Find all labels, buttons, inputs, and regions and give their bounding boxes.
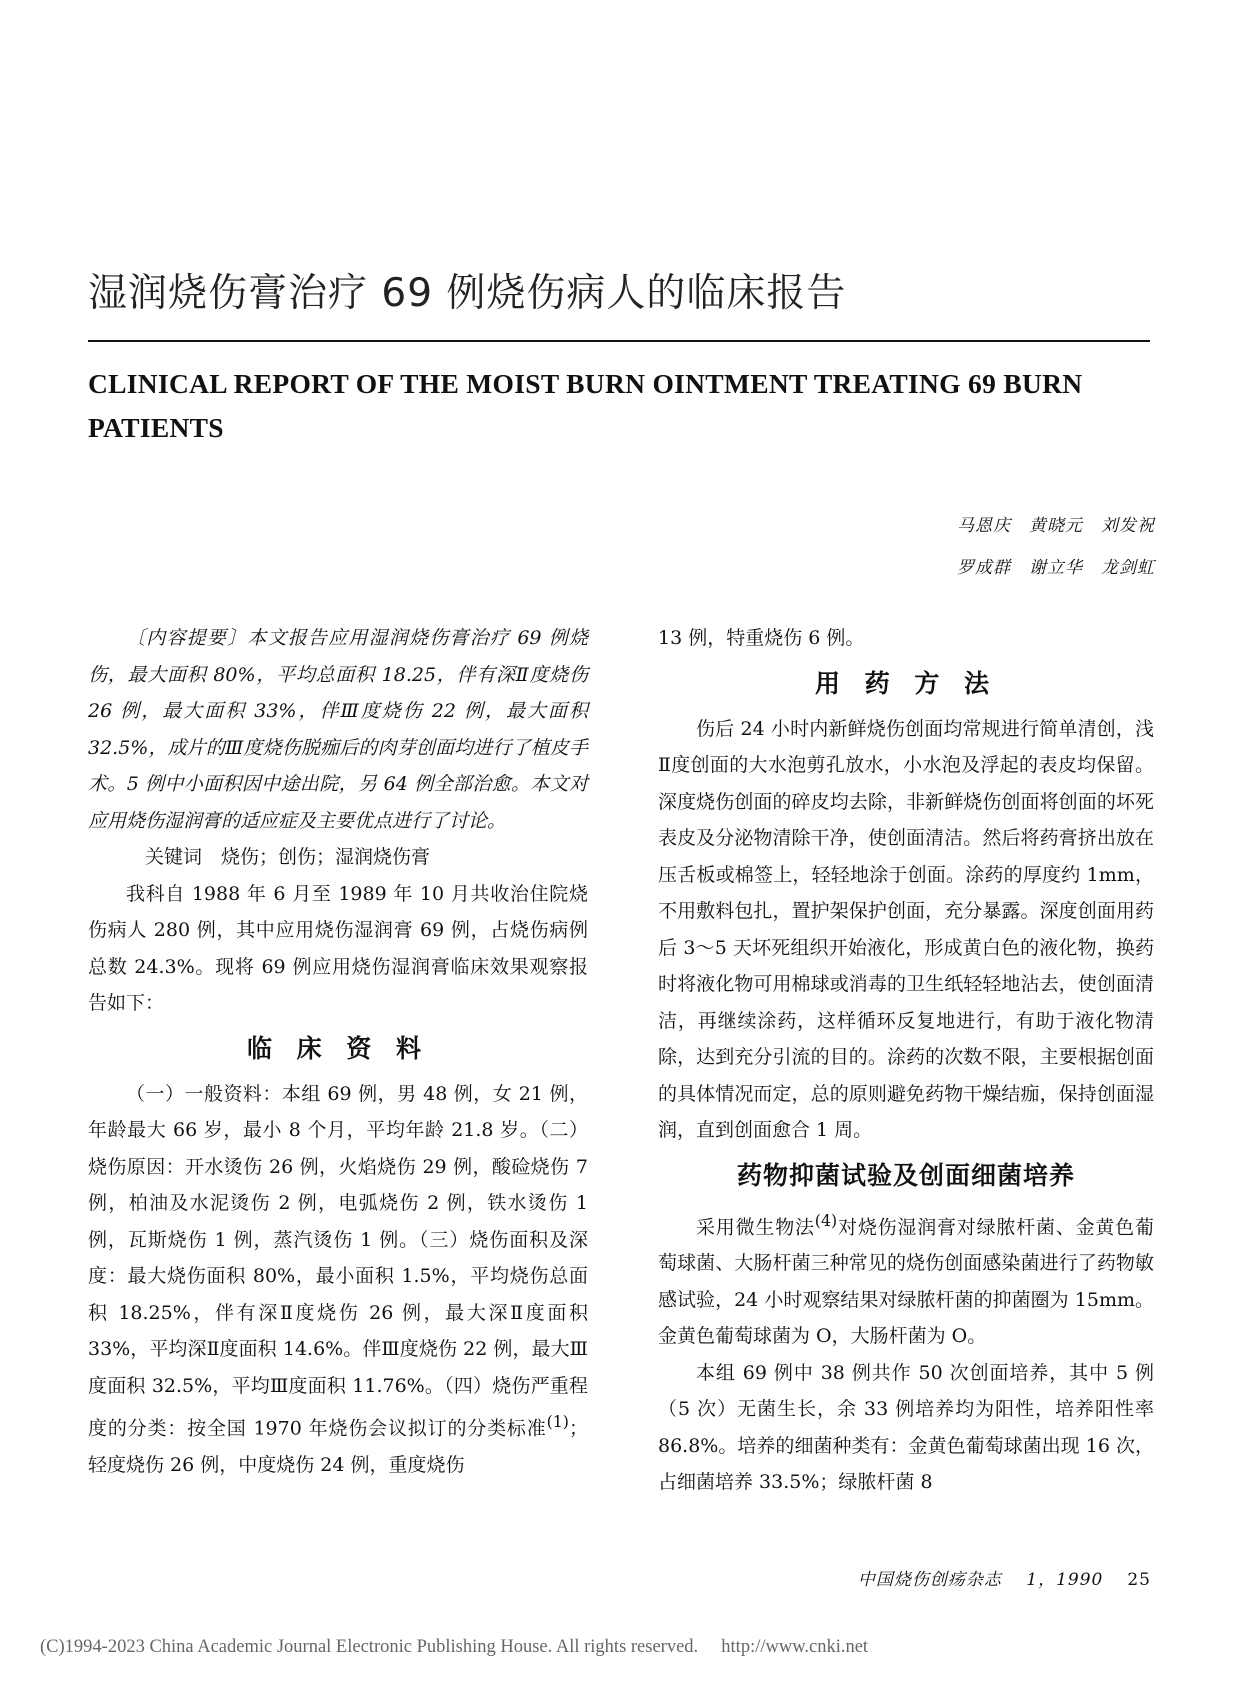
bacteria-test-paragraph-1 bbox=[658, 1203, 1154, 1355]
medication-method-paragraph: 伤后 24 小时内新鲜烧伤创面均常规进行简单清创，浅Ⅱ度创面的大水泡剪孔放水，小水泡及浮起的表皮均保留。深度烧伤创面的碎皮均去除，非新鲜烧伤创面将创面的坏死表皮及分泌物清除干净，使创面清洁。然后将药膏挤出放在压舌板或棉签上，轻轻地涂于创面。涂药的厚度约 1mm，不用敷料包扎，置护架保护创面，充分暴露。深度创面用药后 3～5 天坏死组织开始液化，形成黄白色的液化物，换药时将液化物可用棉球或消毒的卫生纸轻轻地沾去，使创面清洁，再继续涂药，这样循环反复地进行，有助于液化物清除，达到充分引流的目的。涂药的次数不限，主要根据创面的具体情况而定，总的原则避免药物干燥结痂，保持创面湿润，直到创面愈合 1 周。 bbox=[658, 717, 1154, 1141]
clinical-data-text: （一）一般资料：本组 69 例，男 48 例，女 21 例，年龄最大 66 岁，最小 8 个月，平均年龄 21.8 岁。（二）烧伤原因：开水烫伤 26 例，火焰烧伤 29 例，酸硷烧伤 7 例，柏油及水泥烫伤 2 例，电弧烧伤 2 例，铁水烫伤 1 例，瓦斯烧伤 1 例，蒸汽烫伤 1 例。（三）烧伤面积及深度：最大烧伤面积 80%，最小面积 1.5%，平均烧伤总面积 18.25%，伴有深Ⅱ度烧伤 26 例，最大深Ⅱ度面积 33%，平均深Ⅱ度面积 14.6%。伴Ⅲ度烧伤 22 例，最大Ⅲ度面积 32.5%，平均Ⅲ度面积 11.76%。（四）烧伤严重程度的分类：按全国 1970 年烧伤会议拟订的分类标准 bbox=[88, 1082, 588, 1440]
clinical-data-text-end: ；轻度烧伤 26 例，中度烧伤 24 例，重度烧伤 bbox=[88, 1417, 588, 1476]
author-line-2: 罗成群 谢立华 龙剑虹 bbox=[957, 558, 1155, 578]
abstract: 〔内容提要〕本文报告应用湿润烧伤膏治疗 69 例烧伤，最大面积 80%，平均总面积 18.25，伴有深Ⅱ度烧伤 26 例，最大面积 33%，伴Ⅲ度烧伤 22 例，最大面积 32.5%，成片的Ⅲ度烧伤脱痂后的肉芽创面均进行了植皮手术。5 例中小面积因中途出院，另 64 例全部治愈。本文对应用烧伤湿润膏的适应症及主要优点进行了讨论。 bbox=[88, 627, 588, 832]
reference-1: (1) bbox=[546, 1412, 569, 1431]
journal-name: 中国烧伤创疡杂志 1，1990 bbox=[857, 1570, 1104, 1590]
chinese-title: 湿润烧伤膏治疗 69 例烧伤病人的临床报告 bbox=[88, 271, 847, 316]
left-column bbox=[88, 620, 588, 1483]
section-heading-clinical-data: 临 床 资 料 bbox=[246, 1033, 430, 1063]
keywords: 关键词 烧伤；创伤；湿润烧伤膏 bbox=[145, 846, 431, 868]
author-list bbox=[957, 505, 1155, 589]
title-rule bbox=[88, 340, 1150, 342]
page-footer bbox=[858, 1565, 1151, 1590]
page-number: 25 bbox=[1127, 1570, 1151, 1590]
bacteria-test-text-b: 对烧伤湿润膏对绿脓杆菌、金黄色葡萄球菌、大肠杆菌三种常见的烧伤创面感染菌进行了药物敏感试验，24 小时观察结果对绿脓杆菌的抑菌圈为 15mm。金黄色葡萄球菌为 O，大肠杆菌为 O。 bbox=[658, 1215, 1154, 1348]
clinical-data-paragraph bbox=[88, 1076, 588, 1484]
reference-4: (4) bbox=[814, 1210, 838, 1230]
continuation-text: 13 例，特重烧伤 6 例。 bbox=[658, 627, 865, 649]
section-heading-medication-method: 用 药 方 法 bbox=[814, 668, 998, 698]
author-line-1: 马恩庆 黄晓元 刘发祝 bbox=[957, 516, 1155, 536]
section-heading-bacteria-test: 药物抑菌试验及创面细菌培养 bbox=[736, 1160, 1075, 1190]
right-column bbox=[658, 620, 1154, 1501]
bacteria-test-paragraph-2: 本组 69 例中 38 例共作 50 次创面培养，其中 5 例（5 次）无菌生长，余 33 例培养均为阳性，培养阳性率 86.8%。培养的细菌种类有：金黄色葡萄球菌出现 16 次，占细菌培养 33.5%；绿脓杆菌 8 bbox=[658, 1361, 1154, 1494]
copyright-notice: (C)1994-2023 China Academic Journal Electronic Publishing House. All rights reserved. http://www.cnki.net bbox=[40, 1637, 869, 1657]
english-title: CLINICAL REPORT OF THE MOIST BURN OINTMENT TREATING 69 BURN PATIENTS bbox=[88, 368, 1083, 443]
intro-paragraph: 我科自 1988 年 6 月至 1989 年 10 月共收治住院烧伤病人 280 例，其中应用烧伤湿润膏 69 例，占烧伤病例总数 24.3%。现将 69 例应用烧伤湿润膏临床效果观察报告如下： bbox=[88, 882, 588, 1014]
bacteria-test-text-a: 采用微生物法 bbox=[696, 1215, 815, 1238]
